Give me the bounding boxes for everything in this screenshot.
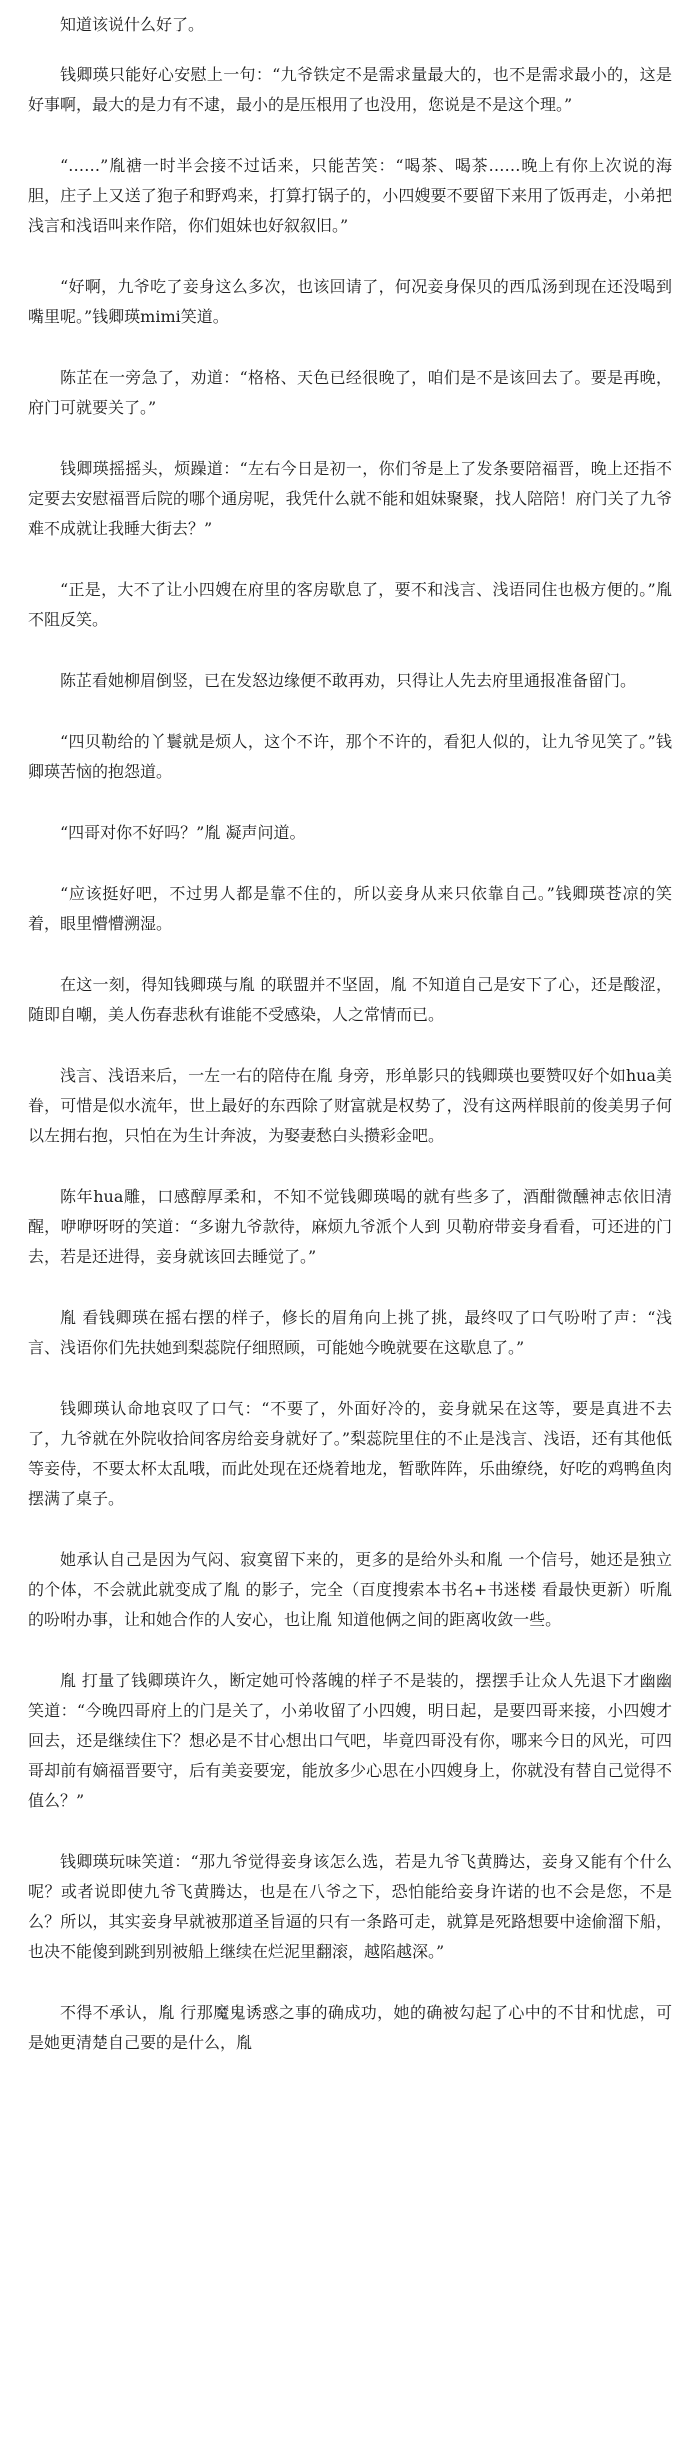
paragraph-1: 知道该说什么好了。 <box>60 15 205 34</box>
paragraph-3: “……”胤禟一时半会接不过话来，只能苦笑：“喝茶、喝茶……晚上有你上次说的海胆，庄子上又送了狍子和野鸡来，打算打锅子的，小四嫂要不要留下来用了饭再走，小弟把浅言和浅语叫来作陪，你们姐妹也好叙叙旧。” <box>28 156 672 235</box>
paragraph-8: 陈芷看她柳眉倒竖，已在发怒边缘便不敢再劝，只得让人先去府里通报准备留门。 <box>60 671 637 690</box>
paragraph-17: 她承认自己是因为气闷、寂寞留下来的，更多的是给外头和胤 一个信号，她还是独立的个体，不会就此就变成了胤 的影子，完全（百度搜索本书名+书迷楼 看最快更新）听胤 的吩咐办事，让和她合作的人安心，也让胤 知道他俩之间的距离收敛一些。 <box>28 1550 672 1629</box>
paragraph-15: 胤 看钱卿瑛在摇右摆的样子，修长的眉角向上挑了挑，最终叹了口气吩咐了声：“浅言、浅语你们先扶她到梨蕊院仔细照顾，可能她今晚就要在这歇息了。” <box>28 1308 672 1357</box>
paragraph-4: “好啊，九爷吃了妾身这么多次，也该回请了，何况妾身保贝的西瓜汤到现在还没喝到嘴里呢。”钱卿瑛mimi笑道。 <box>28 277 672 326</box>
paragraph-9: “四贝勒给的丫鬟就是烦人，这个不许，那个不许的，看犯人似的，让九爷见笑了。”钱卿瑛苦恼的抱怨道。 <box>28 732 672 781</box>
paragraph-18: 胤 打量了钱卿瑛许久，断定她可怜落魄的样子不是装的，摆摆手让众人先退下才幽幽笑道：“今晚四哥府上的门是关了，小弟收留了小四嫂，明日起，是要四哥来接，小四嫂才回去，还是继续住下？想必是不甘心想出口气吧，毕竟四哥没有你，哪来今日的风光，可四哥却前有嫡福晋要守，后有美妾要宠，能放多少心思在小四嫂身上，你就没有替自己觉得不值么？” <box>28 1671 672 1810</box>
paragraph-13: 浅言、浅语来后，一左一右的陪侍在胤 身旁，形单影只的钱卿瑛也要赞叹好个如hua美眷，可惜是似水流年，世上最好的东西除了财富就是权势了，没有这两样眼前的俊美男子何以左拥右抱，只怕在为生计奔波，为娶妻愁白头攒彩金吧。 <box>28 1066 672 1145</box>
paragraph-14: 陈年hua雕，口感醇厚柔和，不知不觉钱卿瑛喝的就有些多了，酒酣微醺神志依旧清醒，咿咿呀呀的笑道：“多谢九爷款待，麻烦九爷派个人到 贝勒府带妾身看看，可还进的门去，若是还进得，妾身就该回去睡觉了。” <box>28 1187 672 1266</box>
paragraph-10: “四哥对你不好吗？”胤 凝声问道。 <box>60 823 306 842</box>
paragraph-12: 在这一刻，得知钱卿瑛与胤 的联盟并不坚固，胤 不知道自己是安下了心，还是酸涩，随即自嘲，美人伤春悲秋有谁能不受感染，人之常情而已。 <box>28 975 672 1024</box>
paragraph-19: 钱卿瑛玩味笑道：“那九爷觉得妾身该怎么选，若是九爷飞黄腾达，妾身又能有个什么呢？或者说即使九爷飞黄腾达，也是在八爷之下，恐怕能给妾身许诺的也不会是您，不是么？所以，其实妾身早就被那道圣旨逼的只有一条路可走，就算是死路想要中途偷溜下船，也决不能傻到跳到别被船上继续在烂泥里翻滚，越陷越深。” <box>28 1852 672 1961</box>
paragraph-20: 不得不承认，胤 行那魔鬼诱惑之事的确成功，她的确被勾起了心中的不甘和忧虑，可是她更清楚自己要的是什么，胤 <box>28 2003 672 2052</box>
paragraph-5: 陈芷在一旁急了，劝道：“格格、天色已经很晚了，咱们是不是该回去了。要是再晚，府门可就要关了。” <box>28 368 672 417</box>
paragraph-11: “应该挺好吧，不过男人都是靠不住的，所以妾身从来只依靠自己。”钱卿瑛苍凉的笑着，眼里懵懵溯湿。 <box>28 884 672 933</box>
paragraph-2: 钱卿瑛只能好心安慰上一句：“九爷铁定不是需求量最大的，也不是需求最小的，这是好事啊，最大的是力有不逮，最小的是压根用了也没用，您说是不是这个理。” <box>28 65 672 114</box>
paragraph-6: 钱卿瑛摇摇头，烦躁道：“左右今日是初一，你们爷是上了发条要陪福晋，晚上还指不定要去安慰福晋后院的哪个通房呢，我凭什么就不能和姐妹聚聚，找人陪陪！府门关了九爷难不成就让我睡大街去？” <box>28 459 672 538</box>
paragraph-16: 钱卿瑛认命地哀叹了口气：“不要了，外面好冷的，妾身就呆在这等，要是真进不去了，九爷就在外院收拾间客房给妾身就好了。”梨蕊院里住的不止是浅言、浅语，还有其他低等妾侍，不要太杯太乱哦，而此处现在还烧着地龙，暂歌阵阵，乐曲缭绕，好吃的鸡鸭鱼肉摆满了桌子。 <box>28 1399 672 1508</box>
paragraph-7: “正是，大不了让小四嫂在府里的客房歇息了，要不和浅言、浅语同住也极方便的。”胤 不阻反笑。 <box>28 580 672 629</box>
